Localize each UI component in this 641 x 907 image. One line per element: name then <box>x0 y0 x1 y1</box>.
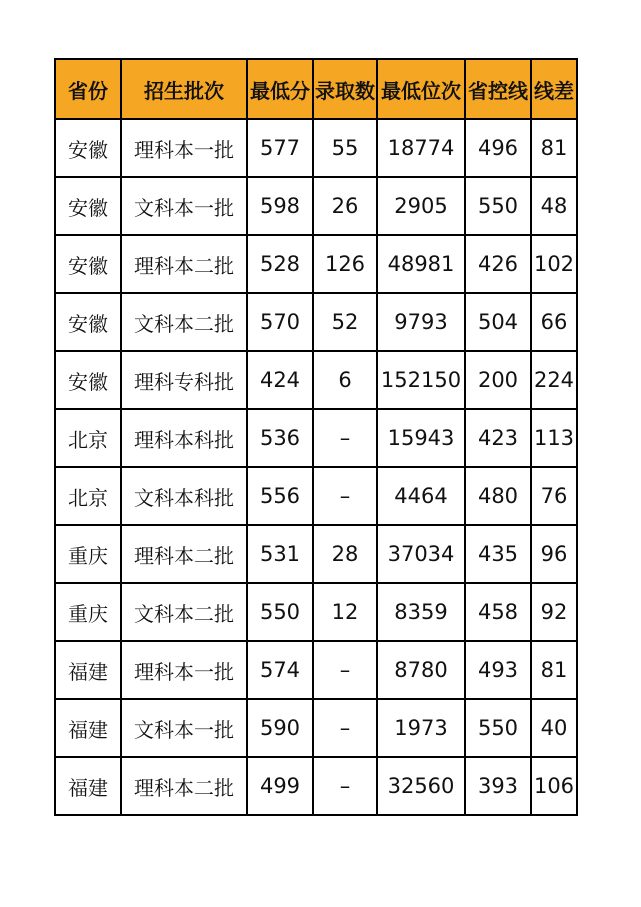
cell-province-line: 426 <box>465 235 531 293</box>
admission-table-container <box>54 58 578 816</box>
cell-min-score: 598 <box>247 177 313 235</box>
table-row <box>55 235 577 293</box>
cell-min-rank: 32560 <box>377 757 465 815</box>
cell-province-line: 496 <box>465 119 531 177</box>
cell-admitted-count: 52 <box>313 293 377 351</box>
cell-batch: 文科本二批 <box>121 583 247 641</box>
cell-min-rank: 4464 <box>377 467 465 525</box>
cell-province: 重庆 <box>55 583 121 641</box>
cell-province: 安徽 <box>55 177 121 235</box>
cell-batch: 文科本一批 <box>121 699 247 757</box>
table-row <box>55 583 577 641</box>
cell-batch: 理科专科批 <box>121 351 247 409</box>
cell-province: 安徽 <box>55 351 121 409</box>
cell-batch: 理科本二批 <box>121 757 247 815</box>
cell-province: 北京 <box>55 467 121 525</box>
cell-min-score: 590 <box>247 699 313 757</box>
cell-min-rank: 37034 <box>377 525 465 583</box>
cell-min-score: 570 <box>247 293 313 351</box>
cell-line-diff: 66 <box>531 293 577 351</box>
cell-min-rank: 48981 <box>377 235 465 293</box>
cell-min-rank: 2905 <box>377 177 465 235</box>
header-province-line: 省控线 <box>465 59 531 119</box>
cell-province: 福建 <box>55 757 121 815</box>
cell-batch: 理科本一批 <box>121 119 247 177</box>
header-province: 省份 <box>55 59 121 119</box>
cell-min-score: 424 <box>247 351 313 409</box>
cell-line-diff: 81 <box>531 119 577 177</box>
cell-min-score: 577 <box>247 119 313 177</box>
cell-min-rank: 8780 <box>377 641 465 699</box>
header-admitted-count: 录取数 <box>313 59 377 119</box>
cell-province: 福建 <box>55 699 121 757</box>
cell-province-line: 458 <box>465 583 531 641</box>
cell-line-diff: 113 <box>531 409 577 467</box>
cell-line-diff: 224 <box>531 351 577 409</box>
cell-admitted-count: – <box>313 409 377 467</box>
cell-batch: 文科本科批 <box>121 467 247 525</box>
cell-min-score: 536 <box>247 409 313 467</box>
cell-line-diff: 106 <box>531 757 577 815</box>
cell-min-score: 574 <box>247 641 313 699</box>
table-row <box>55 467 577 525</box>
cell-line-diff: 92 <box>531 583 577 641</box>
cell-province: 安徽 <box>55 119 121 177</box>
cell-province-line: 493 <box>465 641 531 699</box>
cell-min-score: 556 <box>247 467 313 525</box>
cell-admitted-count: – <box>313 467 377 525</box>
cell-province-line: 504 <box>465 293 531 351</box>
cell-province: 安徽 <box>55 235 121 293</box>
table-row <box>55 177 577 235</box>
cell-line-diff: 76 <box>531 467 577 525</box>
cell-province-line: 423 <box>465 409 531 467</box>
cell-province-line: 435 <box>465 525 531 583</box>
cell-admitted-count: – <box>313 757 377 815</box>
table-header-row <box>55 59 577 119</box>
cell-admitted-count: 55 <box>313 119 377 177</box>
table-row <box>55 119 577 177</box>
cell-province-line: 480 <box>465 467 531 525</box>
cell-admitted-count: 126 <box>313 235 377 293</box>
header-line-diff: 线差 <box>531 59 577 119</box>
cell-admitted-count: – <box>313 699 377 757</box>
header-batch: 招生批次 <box>121 59 247 119</box>
cell-min-score: 531 <box>247 525 313 583</box>
cell-province: 安徽 <box>55 293 121 351</box>
cell-min-rank: 15943 <box>377 409 465 467</box>
table-row <box>55 293 577 351</box>
cell-batch: 理科本二批 <box>121 235 247 293</box>
table-body <box>55 119 577 815</box>
cell-province-line: 550 <box>465 699 531 757</box>
table-row <box>55 409 577 467</box>
table-row <box>55 641 577 699</box>
cell-min-rank: 1973 <box>377 699 465 757</box>
cell-batch: 文科本一批 <box>121 177 247 235</box>
admission-table <box>54 58 578 816</box>
cell-min-score: 550 <box>247 583 313 641</box>
cell-province-line: 393 <box>465 757 531 815</box>
cell-batch: 理科本一批 <box>121 641 247 699</box>
cell-min-rank: 9793 <box>377 293 465 351</box>
header-min-score: 最低分 <box>247 59 313 119</box>
cell-province: 重庆 <box>55 525 121 583</box>
cell-province: 北京 <box>55 409 121 467</box>
cell-min-rank: 18774 <box>377 119 465 177</box>
cell-line-diff: 81 <box>531 641 577 699</box>
cell-line-diff: 102 <box>531 235 577 293</box>
cell-admitted-count: – <box>313 641 377 699</box>
cell-line-diff: 48 <box>531 177 577 235</box>
cell-admitted-count: 28 <box>313 525 377 583</box>
table-row <box>55 525 577 583</box>
cell-admitted-count: 6 <box>313 351 377 409</box>
cell-min-rank: 152150 <box>377 351 465 409</box>
cell-line-diff: 40 <box>531 699 577 757</box>
cell-min-score: 528 <box>247 235 313 293</box>
cell-province-line: 200 <box>465 351 531 409</box>
cell-province: 福建 <box>55 641 121 699</box>
cell-batch: 理科本二批 <box>121 525 247 583</box>
cell-min-rank: 8359 <box>377 583 465 641</box>
table-row <box>55 351 577 409</box>
cell-line-diff: 96 <box>531 525 577 583</box>
cell-batch: 理科本科批 <box>121 409 247 467</box>
cell-min-score: 499 <box>247 757 313 815</box>
header-min-rank: 最低位次 <box>377 59 465 119</box>
cell-admitted-count: 26 <box>313 177 377 235</box>
table-row <box>55 757 577 815</box>
cell-batch: 文科本二批 <box>121 293 247 351</box>
table-row <box>55 699 577 757</box>
cell-province-line: 550 <box>465 177 531 235</box>
cell-admitted-count: 12 <box>313 583 377 641</box>
